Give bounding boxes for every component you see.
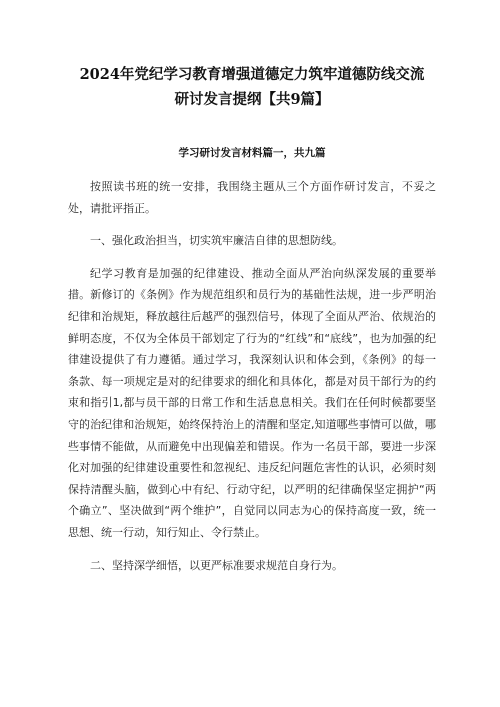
document-title [68,62,436,112]
heading-one-paragraph: 一、强化政治担当，切实筑牢廉洁自律的思想防线。 [90,234,343,248]
document-title-line-2: 研讨发言提纲【共9篇】 [174,91,330,108]
body-paragraph: 纪学习教育是加强的纪律建设、推动全面从严治向纵深发展的重要举措。新修订的《条例》作为规范组织和员行为的基础性法规，进一步严明治纪律和治规矩，释放越往后越严的强烈信号，体现了全面从严治、依规治的鲜明态度，不仅为全体员干部划定了行为的“红线”和“底线”，也为加强的纪律建设提供了有力遵循。通过学习，我深刻认识和体会到，《条例》的每一条款、每一项规定是对的纪律要求的细化和具体化，都是对员干部行为的约束和指引1,都与员干部的日常工作和生活息息相关。我们在任何时候都要坚守的治纪律和治规矩，始终保持治上的清醒和坚定,知道哪些事情可以做，哪些事情不能做，从而避免中出现偏差和错误。作为一名员干部，要进一步深化对加强的纪律建设重要性和忽视纪、违反纪问题危害性的认识，必须时刻保持清醒头脑，做到心中有纪、行动守纪，以严明的纪律确保坚定拥护“两个确立”、坚决做到“两个维护”，自觉同以同志为心的保持高度一致，统一思想、统一行动，知行知止、令行禁止。 [68,266,436,539]
document-title-line-1: 2024年党纪学习教育增强道德定力筑牢道德防线交流 [79,66,425,83]
heading-two-paragraph: 二、坚持深学细悟，以更严标准要求规范自身行为。 [90,558,343,572]
intro-paragraph: 按照读书班的统一安排，我围绕主题从三个方面作研讨发言，不妥之处，请批评指正。 [68,180,436,215]
section-title: 学习研讨发言材料篇一，共九篇 [178,147,326,159]
